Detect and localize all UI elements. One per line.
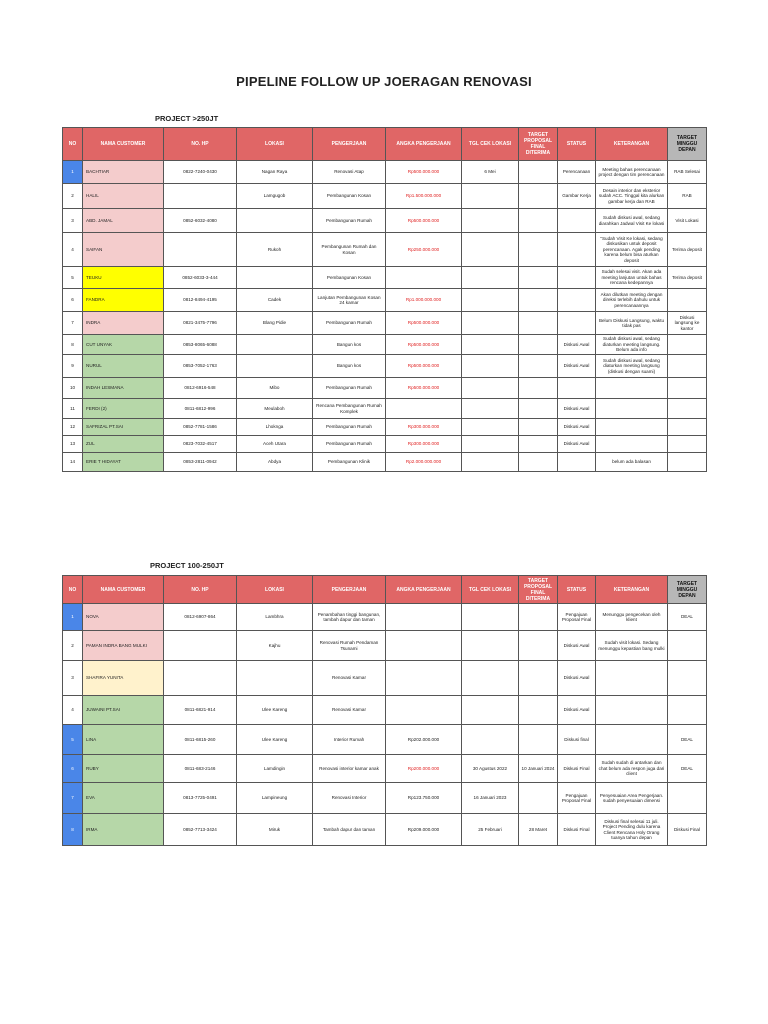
proposal-target: [519, 289, 558, 312]
phone-number: 0821-3475-7796: [164, 312, 237, 335]
notes: belum ada balasan: [596, 453, 668, 472]
header-pengerjaan: PENGERJAAN: [313, 128, 386, 161]
phone-number: 0812-6916-548: [164, 378, 237, 399]
notes: Sudah diskusi awal, sedang diaturkan meeting langsung. Belum ada info: [596, 335, 668, 355]
row-number: 7: [63, 783, 83, 814]
phone-number: 0853-8065-6088: [164, 335, 237, 355]
status: Diskusi Awal: [558, 631, 596, 661]
header-keterangan: KETERANGAN: [596, 128, 668, 161]
table-row: [63, 661, 707, 696]
phone-number: 0811-6812-996: [164, 399, 237, 419]
proposal-target: [519, 209, 558, 233]
work-type: Rencana Pembangunan Rumah Komplek: [313, 399, 386, 419]
status: Diskusi Awal: [558, 399, 596, 419]
proposal-target: [519, 312, 558, 335]
row-number: 3: [63, 209, 83, 233]
row-number: 3: [63, 661, 83, 696]
work-amount: Rp500.000.000: [386, 161, 462, 184]
row-number: 10: [63, 378, 83, 399]
proposal-target: [519, 161, 558, 184]
proposal-target: [519, 184, 558, 209]
work-type: Lanjutan Pembangunan Kosan 24 kamar: [313, 289, 386, 312]
next-week-target: [668, 419, 707, 436]
header-lokasi: LOKASI: [237, 576, 313, 604]
notes: Menunggu pengecekan oleh klient: [596, 604, 668, 631]
header-target-minggu-depan: TARGET MINGGU DEPAN: [668, 128, 707, 161]
work-amount: Rp500.000.000: [386, 312, 462, 335]
row-number: 8: [63, 814, 83, 846]
notes: "Sudah Visit Ke lokasi, sedang diskusikan untuk deposit perencanaan. Agak pending karena belum bisa aturkan deposit: [596, 233, 668, 267]
check-date: [462, 184, 519, 209]
work-type: Renovasi Kamar: [313, 661, 386, 696]
notes: Desain interior dan eksterior sudah ACC. Tinggal kita alurkan gambar kerja dan RAB: [596, 184, 668, 209]
table-header-row: [63, 576, 707, 604]
table-row: [63, 233, 707, 267]
work-amount: Rp123.750.000: [386, 783, 462, 814]
check-date: 16 Januari 2023: [462, 783, 519, 814]
next-week-target: [668, 783, 707, 814]
work-type: Tambah dapur dan taman: [313, 814, 386, 846]
next-week-target: [668, 378, 707, 399]
work-amount: Rp200.000.000: [386, 755, 462, 783]
table-row: [63, 814, 707, 846]
next-week-target: [668, 335, 707, 355]
table-row: [63, 161, 707, 184]
work-amount: [386, 399, 462, 419]
status: [558, 233, 596, 267]
customer-name: RUBY: [83, 755, 164, 783]
customer-name: NURUL: [83, 355, 164, 378]
phone-number: [164, 184, 237, 209]
phone-number: [164, 661, 237, 696]
check-date: [462, 355, 519, 378]
check-date: 6 Mei: [462, 161, 519, 184]
phone-number: 0853-7052-1763: [164, 355, 237, 378]
notes: Penyesuaian Area Pengerjaan. sudah penyesuaian dimensi: [596, 783, 668, 814]
row-number: 11: [63, 399, 83, 419]
customer-name: INDAH LESMANA: [83, 378, 164, 399]
proposal-target: [519, 604, 558, 631]
next-week-target: Diskusi Final: [668, 814, 707, 846]
work-amount: [386, 267, 462, 289]
work-type: Pembangunan Kosan: [313, 267, 386, 289]
header-no-hp: NO. HP: [164, 128, 237, 161]
location: Lamgugob: [237, 184, 313, 209]
work-amount: Rp300.000.000: [386, 436, 462, 453]
header-target-minggu-depan: TARGET MINGGU DEPAN: [668, 576, 707, 604]
status: Pengajuan Proposal Final: [558, 604, 596, 631]
location: Kajhu: [237, 631, 313, 661]
location: Lhoknga: [237, 419, 313, 436]
work-type: Pembangunan Rumah: [313, 209, 386, 233]
row-number: 5: [63, 725, 83, 755]
location: Mibo: [237, 378, 313, 399]
status: [558, 267, 596, 289]
phone-number: 0823-7032-4517: [164, 436, 237, 453]
notes: [596, 725, 668, 755]
check-date: [462, 725, 519, 755]
notes: Akan dilutkan meeting dengan direksi terlebih dahulu untuk perencanaannya: [596, 289, 668, 312]
customer-name: ZUL: [83, 436, 164, 453]
row-number: 14: [63, 453, 83, 472]
location: Lampineung: [237, 783, 313, 814]
check-date: [462, 289, 519, 312]
next-week-target: Terima deposit: [668, 267, 707, 289]
work-type: Pembangunan Kosan: [313, 184, 386, 209]
location: [237, 209, 313, 233]
header-no: NO: [63, 576, 83, 604]
status: Diskusi Awal: [558, 419, 596, 436]
table-row: [63, 312, 707, 335]
phone-number: 0822-7240-0430: [164, 161, 237, 184]
check-date: 30 Agustus 2022: [462, 755, 519, 783]
check-date: [462, 453, 519, 472]
work-amount: Rp300.000.000: [386, 419, 462, 436]
notes: [596, 436, 668, 453]
table-row: [63, 604, 707, 631]
status: [558, 312, 596, 335]
table-row: [63, 631, 707, 661]
status: Diskusi Awal: [558, 355, 596, 378]
work-type: Interior Rumah: [313, 725, 386, 755]
customer-name: IRMA: [83, 814, 164, 846]
status: [558, 209, 596, 233]
status: Diskusi Final: [558, 755, 596, 783]
row-number: 13: [63, 436, 83, 453]
location: Ulee Kareng: [237, 725, 313, 755]
location: Rukoh: [237, 233, 313, 267]
check-date: [462, 312, 519, 335]
next-week-target: [668, 631, 707, 661]
next-week-target: [668, 289, 707, 312]
header-status: STATUS: [558, 128, 596, 161]
customer-name: ABD. JAMAL: [83, 209, 164, 233]
row-number: 4: [63, 696, 83, 725]
header-no: NO: [63, 128, 83, 161]
header-angka-pengerjaan: ANGKA PENGERJAAN: [386, 576, 462, 604]
customer-name: BACHTIAR: [83, 161, 164, 184]
customer-name: NOVA: [83, 604, 164, 631]
location: Blang Pidie: [237, 312, 313, 335]
work-type: Pembangunan Rumah: [313, 436, 386, 453]
phone-number: 0852-6032-4080: [164, 209, 237, 233]
table-row: [63, 335, 707, 355]
location: Ulee Kareng: [237, 696, 313, 725]
work-amount: Rp202.000.000: [386, 725, 462, 755]
phone-number: 0852-7713-3424: [164, 814, 237, 846]
location: [237, 335, 313, 355]
row-number: 4: [63, 233, 83, 267]
row-number: 7: [63, 312, 83, 335]
table-row: [63, 267, 707, 289]
row-number: 8: [63, 335, 83, 355]
page-title: PIPELINE FOLLOW UP JOERAGAN RENOVASI: [236, 74, 532, 89]
table-row: [63, 399, 707, 419]
status: Diskusi Awal: [558, 661, 596, 696]
check-date: [462, 233, 519, 267]
phone-number: 0811-6815-260: [164, 725, 237, 755]
table-row: [63, 783, 707, 814]
work-amount: Rp500.000.000: [386, 378, 462, 399]
header-no-hp: NO. HP: [164, 576, 237, 604]
phone-number: 0853-2811-0942: [164, 453, 237, 472]
location: [237, 355, 313, 378]
status: [558, 453, 596, 472]
work-amount: [386, 696, 462, 725]
location: Miruk: [237, 814, 313, 846]
status: [558, 378, 596, 399]
section-title-project-over-250jt: PROJECT >250JT: [155, 114, 219, 123]
customer-name: HALIL: [83, 184, 164, 209]
work-type: Pembangunan Klinik: [313, 453, 386, 472]
customer-name: TEUKU: [83, 267, 164, 289]
work-type: Renovasi Atap: [313, 161, 386, 184]
phone-number: 0812-8494-4195: [164, 289, 237, 312]
header-angka-pengerjaan: ANGKA PENGERJAAN: [386, 128, 462, 161]
proposal-target: [519, 399, 558, 419]
work-type: Pembangunan Rumah: [313, 419, 386, 436]
notes: Sudah diskusi awal, sedang diarahkan Jadwal Visit Ke lokasi: [596, 209, 668, 233]
proposal-target: [519, 661, 558, 696]
location: Nagan Raya: [237, 161, 313, 184]
work-amount: Rp500.000.000: [386, 335, 462, 355]
proposal-target: [519, 696, 558, 725]
notes: Diskusi final selesai 11 juli. Project Pending dulu karena Client Rencana Holy Orang tuanya tahun depan: [596, 814, 668, 846]
customer-name: SAFRIZAL PT.SAI: [83, 419, 164, 436]
phone-number: [164, 233, 237, 267]
header-nama-customer: NAMA CUSTOMER: [83, 576, 164, 604]
check-date: 25 Februari: [462, 814, 519, 846]
next-week-target: [668, 696, 707, 725]
work-type: Pembangunan Rumah: [313, 378, 386, 399]
status: Diskusi Awal: [558, 436, 596, 453]
proposal-target: [519, 453, 558, 472]
location: Aceh Utara: [237, 436, 313, 453]
header-target-proposal: TARGET PROPOSAL FINAL DITERIMA: [519, 128, 558, 161]
check-date: [462, 335, 519, 355]
table-row: [63, 755, 707, 783]
phone-number: 0812-6907-864: [164, 604, 237, 631]
table-row: [63, 453, 707, 472]
status: Diskusi Awal: [558, 696, 596, 725]
pipeline-table-100-250jt: [62, 575, 707, 846]
next-week-target: [668, 399, 707, 419]
work-type: Renovasi Rumah Pendaman Tsunami: [313, 631, 386, 661]
phone-number: 0811-683-2146: [164, 755, 237, 783]
work-amount: Rp250.000.000: [386, 233, 462, 267]
work-type: Renovasi Kamar: [313, 696, 386, 725]
customer-name: CUT UNYAK: [83, 335, 164, 355]
work-type: Renovasi Interior: [313, 783, 386, 814]
work-amount: Rp500.000.000: [386, 355, 462, 378]
proposal-target: [519, 378, 558, 399]
work-type: Bangun kos: [313, 355, 386, 378]
table-row: [63, 184, 707, 209]
phone-number: [164, 631, 237, 661]
table-header-row: [63, 128, 707, 161]
phone-number: 0852-7781-1586: [164, 419, 237, 436]
work-type: Penambahan tinggi bangunan, tambah dapur dan taman: [313, 604, 386, 631]
row-number: 12: [63, 419, 83, 436]
work-type: Bangun kos: [313, 335, 386, 355]
next-week-target: Visit Lokasi: [668, 209, 707, 233]
work-amount: Rp2.000.000.000: [386, 453, 462, 472]
proposal-target: [519, 233, 558, 267]
table-row: [63, 378, 707, 399]
proposal-target: [519, 267, 558, 289]
notes: Sudah diskusi awal, sedang diaturkan meeting langsung (diskusi dengan suami): [596, 355, 668, 378]
phone-number: 0852-6033-3-444: [164, 267, 237, 289]
status: Diskusi Awal: [558, 335, 596, 355]
check-date: [462, 696, 519, 725]
header-keterangan: KETERANGAN: [596, 576, 668, 604]
notes: Meeting bahas perencanaan project dengan tim perencanaan: [596, 161, 668, 184]
location: Cadek: [237, 289, 313, 312]
row-number: 1: [63, 161, 83, 184]
notes: Sudah selesai visit. Akan ada meeting lanjutan untuk bahas rencana kedepannya: [596, 267, 668, 289]
work-type: Renovasi interior kamar anak: [313, 755, 386, 783]
proposal-target: [519, 631, 558, 661]
work-amount: Rp1.500.000.000: [386, 184, 462, 209]
notes: [596, 661, 668, 696]
row-number: 2: [63, 631, 83, 661]
work-type: Pembangunan Rumah: [313, 312, 386, 335]
notes: [596, 696, 668, 725]
table-row: [63, 696, 707, 725]
location: Lambhra: [237, 604, 313, 631]
table-row: [63, 289, 707, 312]
proposal-target: [519, 725, 558, 755]
notes: Belum Diskusi Langsung, waktu tidak pas: [596, 312, 668, 335]
check-date: [462, 378, 519, 399]
next-week-target: RAB: [668, 184, 707, 209]
next-week-target: RAB Selesai: [668, 161, 707, 184]
next-week-target: DEAL: [668, 604, 707, 631]
section-title-project-100-250jt: PROJECT 100-250JT: [150, 561, 224, 570]
next-week-target: [668, 355, 707, 378]
proposal-target: 10 Januari 2024: [519, 755, 558, 783]
customer-name: ERIE T HIDAYAT: [83, 453, 164, 472]
next-week-target: [668, 436, 707, 453]
next-week-target: Terima deposit: [668, 233, 707, 267]
work-amount: [386, 604, 462, 631]
work-amount: [386, 631, 462, 661]
location: Abdya: [237, 453, 313, 472]
location: [237, 267, 313, 289]
phone-number: 0813-7725-0491: [164, 783, 237, 814]
header-tgl-cek-lokasi: TGL CEK LOKASI: [462, 576, 519, 604]
row-number: 1: [63, 604, 83, 631]
next-week-target: Diskusi langsung ke kantor: [668, 312, 707, 335]
phone-number: 0811-6821-914: [164, 696, 237, 725]
table-row: [63, 355, 707, 378]
status: [558, 289, 596, 312]
check-date: [462, 631, 519, 661]
status: Diskusi final: [558, 725, 596, 755]
check-date: [462, 419, 519, 436]
customer-name: SHAFIRA YUNITA: [83, 661, 164, 696]
check-date: [462, 267, 519, 289]
check-date: [462, 209, 519, 233]
customer-name: FANDRA: [83, 289, 164, 312]
check-date: [462, 661, 519, 696]
proposal-target: [519, 335, 558, 355]
status: Perencanaan: [558, 161, 596, 184]
location: Meulaboh: [237, 399, 313, 419]
table-row: [63, 209, 707, 233]
row-number: 6: [63, 289, 83, 312]
header-nama-customer: NAMA CUSTOMER: [83, 128, 164, 161]
proposal-target: 28 Maret: [519, 814, 558, 846]
next-week-target: DEAL: [668, 755, 707, 783]
next-week-target: DEAL: [668, 725, 707, 755]
status: Diskusi Final: [558, 814, 596, 846]
notes: [596, 378, 668, 399]
work-amount: Rp1.000.000.000: [386, 289, 462, 312]
pipeline-table-over-250jt: [62, 127, 707, 472]
header-lokasi: LOKASI: [237, 128, 313, 161]
header-target-proposal: TARGET PROPOSAL FINAL DITERIMA: [519, 576, 558, 604]
proposal-target: [519, 783, 558, 814]
status: Gambar Kerja: [558, 184, 596, 209]
customer-name: JUWAINI PT.SAI: [83, 696, 164, 725]
table-row: [63, 419, 707, 436]
proposal-target: [519, 436, 558, 453]
next-week-target: [668, 661, 707, 696]
header-tgl-cek-lokasi: TGL CEK LOKASI: [462, 128, 519, 161]
notes: Sudah sudah di antarkan dan chat belum ada respon juga dari client: [596, 755, 668, 783]
proposal-target: [519, 419, 558, 436]
notes: Sudah visit lokasi. Sedang menunggu kepastian bang mulki: [596, 631, 668, 661]
customer-name: PAMAN INDRA BANG MULKI: [83, 631, 164, 661]
next-week-target: [668, 453, 707, 472]
table-row: [63, 725, 707, 755]
work-amount: [386, 661, 462, 696]
notes: [596, 419, 668, 436]
work-type: Pembangunan Rumah dan Kosan: [313, 233, 386, 267]
proposal-target: [519, 355, 558, 378]
row-number: 2: [63, 184, 83, 209]
location: Lamdingin: [237, 755, 313, 783]
check-date: [462, 399, 519, 419]
header-status: STATUS: [558, 576, 596, 604]
check-date: [462, 436, 519, 453]
work-amount: Rp500.000.000: [386, 209, 462, 233]
customer-name: EVA: [83, 783, 164, 814]
check-date: [462, 604, 519, 631]
customer-name: SAIFAN: [83, 233, 164, 267]
status: Pengajuan Proposal Final: [558, 783, 596, 814]
notes: [596, 399, 668, 419]
row-number: 9: [63, 355, 83, 378]
customer-name: FERDI (2): [83, 399, 164, 419]
customer-name: INDRA: [83, 312, 164, 335]
header-pengerjaan: PENGERJAAN: [313, 576, 386, 604]
customer-name: LINA: [83, 725, 164, 755]
row-number: 6: [63, 755, 83, 783]
work-amount: Rp209.000.000: [386, 814, 462, 846]
location: [237, 661, 313, 696]
table-row: [63, 436, 707, 453]
row-number: 5: [63, 267, 83, 289]
